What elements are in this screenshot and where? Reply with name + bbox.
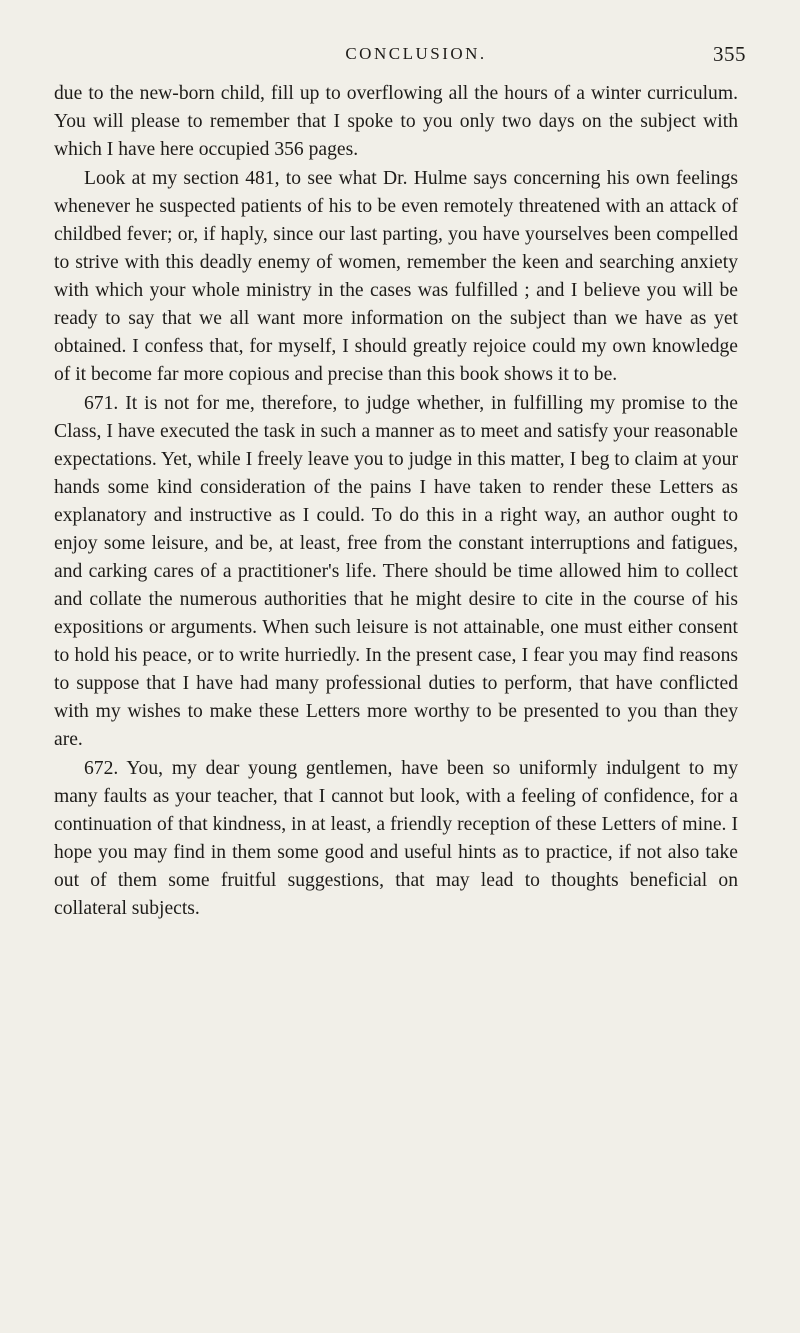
paragraph-672: 672. You, my dear young gentlemen, have been so uniformly indulgent to my many faults as your teacher, that I cannot but look, with a feeling of confidence, for a continuation of that kindness, in at least, a friendly reception of these Letters of mine. I hope you may find in them some good and useful hints as to practice, if not also take out of them some fruitful suggestions, that may lead to thoughts beneficial on collateral subjects.: [54, 758, 738, 919]
paragraph-continuation: due to the new-born child, fill up to overflowing all the hours of a winter curriculum. You will please to remember that I spoke to you only two days on the subject with which I have here occupied 356 pages.: [54, 83, 738, 160]
running-head: [54, 42, 746, 80]
body-text: [54, 80, 738, 923]
page-number: 355: [713, 42, 746, 66]
paragraph-section-481-reference: Look at my section 481, to see what Dr. Hulme says concerning his own feelings whenever he suspected patients of his to be even remotely threatened with an attack of childbed fever; or, if haply, since our last parting, you have yourselves been compelled to strive with this deadly enemy of women, remember the keen and searching anxiety with which your whole ministry in the cases was fulfilled ; and I believe you will be ready to say that we all want more information on the subject than we have as yet obtained. I confess that, for myself, I should greatly rejoice could my own knowledge of it become far more copious and precise than this book shows it to be.: [54, 168, 738, 385]
running-title: CONCLUSION.: [345, 44, 487, 63]
paragraph-671: 671. It is not for me, therefore, to judge whether, in fulfilling my promise to the Class, I have executed the task in such a manner as to meet and satisfy your reasonable expectations. Yet, while I freely leave you to judge in this matter, I beg to claim at your hands some kind consideration of the pains I have taken to render these Letters as explanatory and instructive as I could. To do this in a right way, an author ought to enjoy some leisure, and be, at least, free from the constant interruptions and fatigues, and carking cares of a practitioner's life. There should be time allowed him to collect and collate the numerous authorities that he might desire to cite in the course of his expositions or arguments. When such leisure is not attainable, one must either consent to hold his peace, or to write hurriedly. In the present case, I fear you may find reasons to suppose that I have had many professional duties to perform, that have conflicted with my wishes to make these Letters more worthy to be presented to you than they are.: [54, 393, 738, 750]
